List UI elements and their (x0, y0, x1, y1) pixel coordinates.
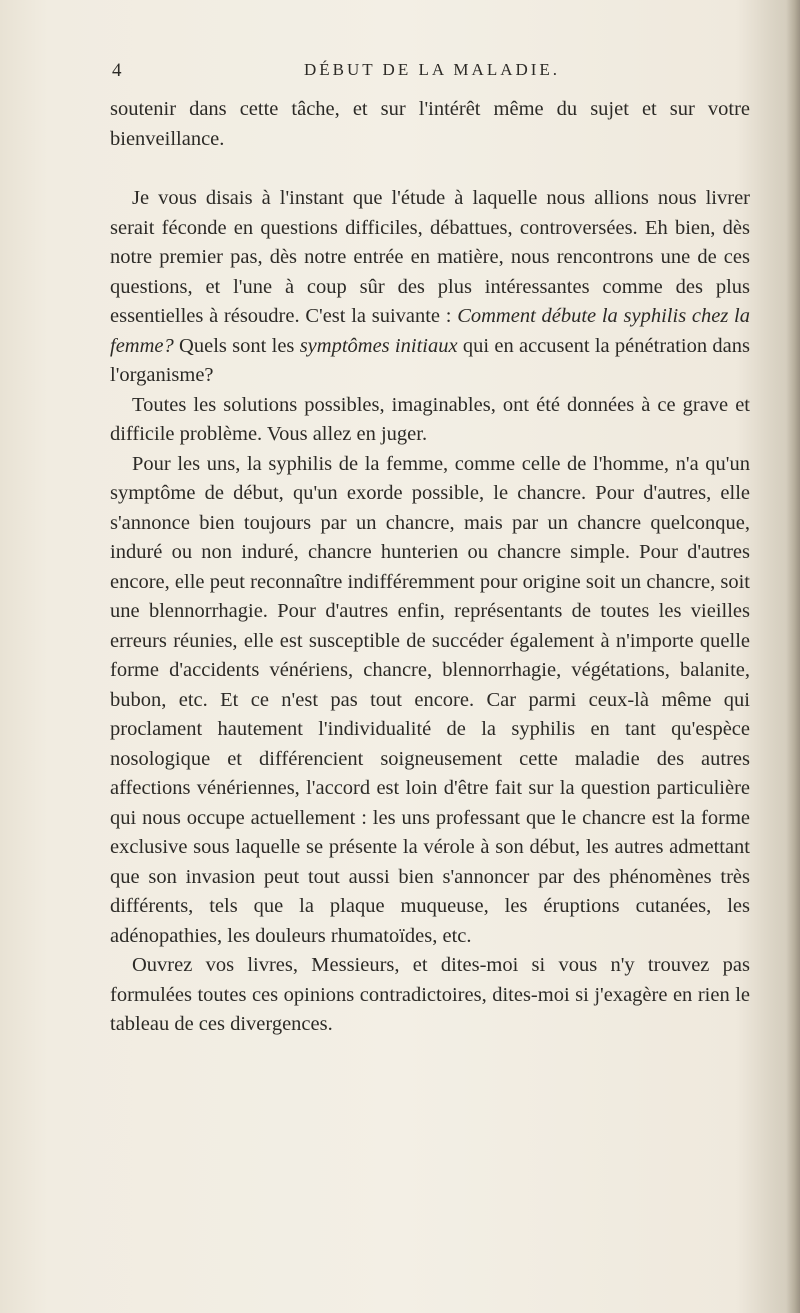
paragraph-solutions: Toutes les solutions possibles, imaginables, ont été données à ce grave et difficile problème. Vous allez en juger. (110, 393, 750, 445)
paragraph-question-text-2: Quels sont les (173, 334, 300, 357)
paragraph-question (110, 184, 750, 391)
page-header (112, 60, 752, 86)
paragraph-question-text-3: qui en accusent la pénétration dans l'organisme? (110, 334, 750, 386)
running-title: DÉBUT DE LA MALADIE. (303, 60, 561, 79)
paragraph-conclusion: Ouvrez vos livres, Messieurs, et dites-moi si vous n'y trouvez pas formulées toutes ces opinions contradictoires, dites-moi si j'exagère en rien le tableau de ces divergences. (110, 954, 750, 1035)
paragraph-continuation: soutenir dans cette tâche, et sur l'intérêt même du sujet et sur votre bienveillance. (110, 98, 750, 150)
page-number: 4 (112, 60, 123, 81)
paragraph-opinions: Pour les uns, la syphilis de la femme, comme celle de l'homme, n'a qu'un symptôme de début, qu'un exorde possible, le chancre. Pour d'autres, elle s'annonce bien toujours par un chancre, mais par un chancre quelconque, induré ou non induré, chancre hunterien ou chancre simple. Pour d'autres encore, elle peut reconnaître indifféremment pour origine soit un chancre, soit une blennorrhagie. Pour d'autres enfin, représentants de toutes les vieilles erreurs réunies, elle est susceptible de succéder également à n'importe quelle forme d'accidents vénériens, chancre, blennorrhagie, végétations, balanite, bubon, etc. Et ce n'est pas tout encore. Car parmi ceux-là même qui proclament hautement l'individualité de la syphilis en tant qu'espèce nosologique et différencient soigneusement cette maladie des autres affections vénériennes, l'accord est loin d'être fait sur la question particulière qui nous occupe actuellement : les uns professant que le chancre est la forme exclusive sous laquelle se présente la vérole à son début, les autres admettant que son invasion peut tout aussi bien s'annoncer par des phénomènes très différents, tels que la plaque muqueuse, les éruptions cutanées, les adénopathies, les douleurs rhumatoïdes, etc. (110, 452, 750, 947)
paragraph-question-text-1: Je vous disais à l'instant que l'étude à laquelle nous allions nous livrer serait féconde en questions difficiles, débattues, controversées. Eh bien, dès notre premier pas, dès notre entrée en matière, nous rencontrons une de ces questions, et l'une à coup sûr des plus intéressantes comme des plus essentielles à résoudre. C'est la suivante : (110, 187, 750, 327)
page-edge-shadow (786, 0, 800, 1313)
body-text (110, 95, 750, 1040)
question-italic: Comment débute la syphilis chez la femme? (110, 305, 750, 357)
symptoms-italic: symptômes initiaux (299, 334, 458, 357)
